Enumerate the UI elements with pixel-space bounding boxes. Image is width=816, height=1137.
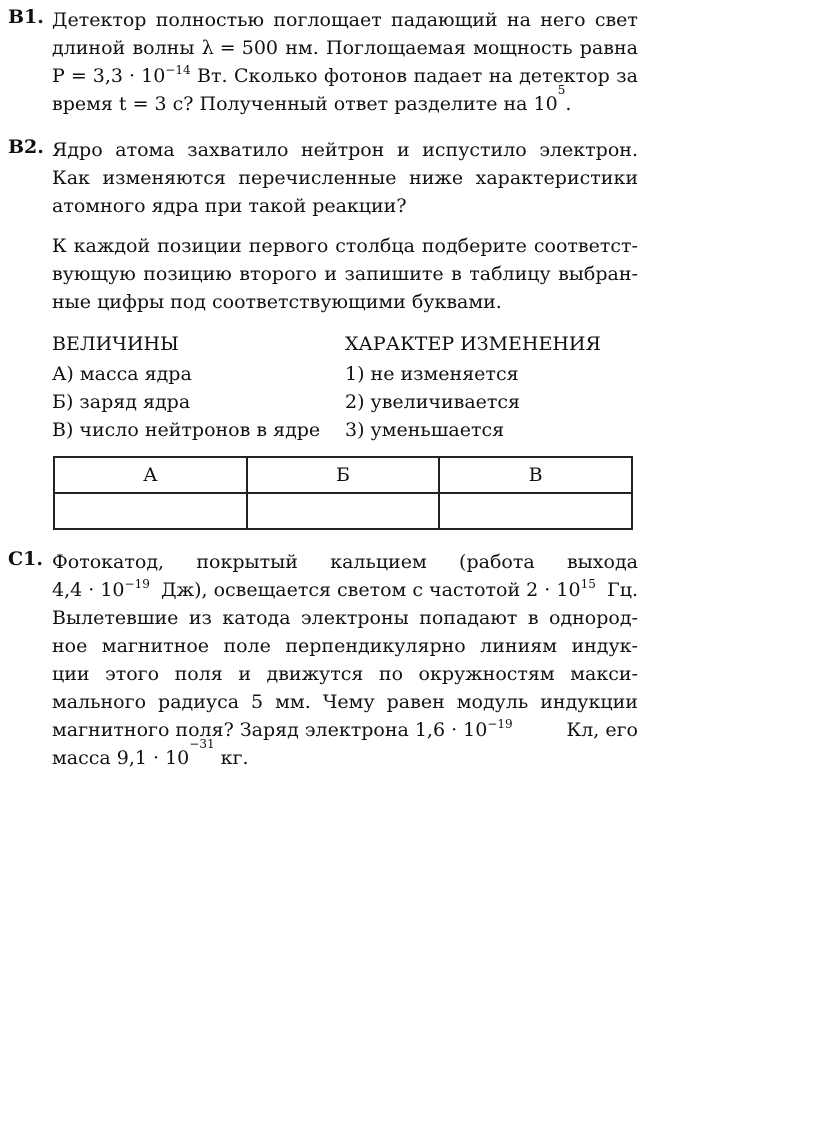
word: фотонов: [324, 65, 408, 87]
word: в: [451, 263, 462, 285]
text-line: [52, 164, 638, 192]
table-row: [54, 493, 632, 529]
word: ниже: [409, 167, 464, 189]
word: за: [616, 65, 638, 87]
word: электрон.: [539, 139, 638, 161]
word: нм.: [285, 37, 319, 59]
word: Дж), освещается светом с частотой 2 · 10: [161, 579, 581, 601]
word: (работа: [459, 551, 535, 573]
word: покрытый: [196, 551, 298, 573]
word: перечисленные: [238, 167, 397, 189]
column-header: ХАРАКТЕР ИЗМЕНЕНИЯ: [345, 333, 601, 355]
word: индукции: [540, 691, 638, 713]
problem-b1: [8, 6, 638, 118]
word: нейтрон: [301, 139, 385, 161]
word: К: [52, 235, 67, 257]
quantity-item: А) масса ядра: [52, 363, 192, 385]
table-header-row: [54, 457, 632, 493]
change-item: 3) уменьшается: [345, 419, 505, 441]
word: катода: [222, 607, 291, 629]
text-line: [52, 192, 638, 220]
answer-cell[interactable]: [247, 493, 440, 529]
word: характеристики: [475, 167, 638, 189]
word: падает: [413, 65, 483, 87]
word: P = 3,3 · 10: [52, 65, 166, 87]
word: позиции: [157, 235, 242, 257]
superscript: −19: [124, 577, 150, 591]
problem-c1: [8, 548, 638, 772]
word: поле: [223, 635, 271, 657]
word: окружностям: [418, 663, 555, 685]
word: столбца: [335, 235, 415, 257]
word: ные цифры под соответствующими буквами.: [52, 291, 502, 313]
word: Вт.: [197, 65, 228, 87]
word: Поглощаемая: [326, 37, 466, 59]
word: Кл, его: [566, 719, 638, 741]
text-line: [52, 632, 638, 660]
quantity-item: Б) заряд ядра: [52, 391, 191, 413]
table-header-cell: А: [54, 457, 247, 493]
text-line: [52, 34, 638, 62]
word: линиям: [480, 635, 557, 657]
word: испустило: [422, 139, 527, 161]
word: падающий: [391, 9, 498, 31]
problem-number: B1.: [8, 6, 44, 28]
word: атомного ядра при такой реакции?: [52, 195, 407, 217]
answer-cell[interactable]: [54, 493, 247, 529]
word: волны: [132, 37, 195, 59]
column-header: ВЕЛИЧИНЫ: [52, 333, 179, 355]
superscript: 15: [580, 577, 596, 591]
word: и: [396, 139, 410, 161]
text-line: [52, 62, 638, 90]
text-line: [52, 576, 638, 604]
word: Вылетевшие: [52, 607, 179, 629]
word: полностью: [155, 9, 265, 31]
power-expression: [52, 716, 513, 744]
word: Фотокатод,: [52, 551, 165, 573]
word: этого: [105, 663, 160, 685]
word: атома: [115, 139, 175, 161]
text-line: [52, 716, 638, 744]
superscript: −14: [165, 63, 191, 77]
word: Детектор: [52, 9, 147, 31]
word: 5: [251, 691, 264, 713]
change-item: 1) не изменяется: [345, 363, 519, 385]
word: захватило: [187, 139, 289, 161]
table-header-cell: В: [439, 457, 632, 493]
word: 4,4 · 10: [52, 579, 125, 601]
word: мощность: [473, 37, 573, 59]
change-item: 2) увеличивается: [345, 391, 521, 413]
word: масса 9,1 · 10: [52, 747, 190, 769]
text-line: [52, 288, 638, 316]
superscript: −31: [189, 737, 215, 751]
problem-text: [52, 6, 638, 118]
word: каждой: [73, 235, 151, 257]
text-line: [52, 260, 638, 288]
word: и: [238, 663, 251, 685]
word: на: [506, 9, 531, 31]
word: в: [527, 607, 539, 629]
word: него: [540, 9, 586, 31]
text-line: [52, 737, 638, 772]
word: второго: [239, 263, 317, 285]
word: однород-: [549, 607, 638, 629]
word: позицию: [143, 263, 232, 285]
word: детектор: [519, 65, 610, 87]
text-line: [52, 83, 638, 118]
text-line: [52, 660, 638, 688]
word: индук-: [571, 635, 638, 657]
word: перпендикулярно: [285, 635, 466, 657]
text-line: [52, 548, 638, 576]
word: макси-: [570, 663, 638, 685]
word: кг.: [220, 747, 249, 769]
problem-number: B2.: [8, 136, 44, 158]
power-expression: [161, 576, 596, 604]
word: радиуса: [158, 691, 240, 713]
table-header-cell: Б: [247, 457, 440, 493]
word: соответст-: [533, 235, 638, 257]
word: λ = 500: [201, 37, 279, 59]
word: попадают: [419, 607, 518, 629]
word: Как: [52, 167, 90, 189]
problem-text: [52, 136, 638, 444]
word: магнитное: [101, 635, 210, 657]
changes-column: [345, 330, 638, 444]
word: Чему: [322, 691, 375, 713]
word: длиной: [52, 37, 126, 59]
word: выхода: [566, 551, 638, 573]
power-expression: [52, 62, 191, 90]
word: Ядро: [52, 139, 103, 161]
word: поглощает: [273, 9, 382, 31]
word: мм.: [275, 691, 311, 713]
word: .: [565, 93, 572, 115]
word: из: [188, 607, 212, 629]
answer-table: [53, 456, 633, 530]
power-expression: [52, 576, 150, 604]
word: таблицу: [469, 263, 551, 285]
word: равен: [386, 691, 445, 713]
word: поля: [174, 663, 223, 685]
word: свет: [594, 9, 638, 31]
text-line: [52, 604, 638, 632]
word: кальцием: [330, 551, 427, 573]
word: электроны: [301, 607, 409, 629]
superscript: −19: [487, 717, 513, 731]
answer-cell[interactable]: [439, 493, 632, 529]
word: модуль: [456, 691, 529, 713]
word: магнитного поля? Заряд электрона 1,6 · 10: [52, 719, 488, 741]
problem-text: [52, 548, 638, 772]
text-line: [52, 6, 638, 34]
word: Гц.: [607, 579, 638, 601]
word: время t = 3 с? Полученный ответ разделите на 10: [52, 93, 558, 115]
word: подберите: [421, 235, 527, 257]
word: движутся: [266, 663, 364, 685]
matching-columns: [52, 330, 638, 444]
word: изменяются: [102, 167, 226, 189]
quantity-item: В) число нейтронов в ядре: [52, 419, 321, 441]
word: вующую: [52, 263, 136, 285]
word: запишите: [344, 263, 444, 285]
text-line: [52, 136, 638, 164]
superscript: 5: [557, 83, 566, 97]
quantities-column: [52, 330, 345, 444]
problem-number: С1.: [8, 548, 43, 570]
problem-b2: [8, 136, 638, 444]
word: по: [378, 663, 404, 685]
text-line: [52, 232, 638, 260]
word: Сколько: [233, 65, 318, 87]
word: на: [488, 65, 513, 87]
word: равна: [579, 37, 638, 59]
word: первого: [248, 235, 329, 257]
word: и: [324, 263, 338, 285]
word: выбран-: [558, 263, 638, 285]
word: ное: [52, 635, 88, 657]
word: мального: [52, 691, 147, 713]
word: ции: [52, 663, 90, 685]
text-line: [52, 688, 638, 716]
